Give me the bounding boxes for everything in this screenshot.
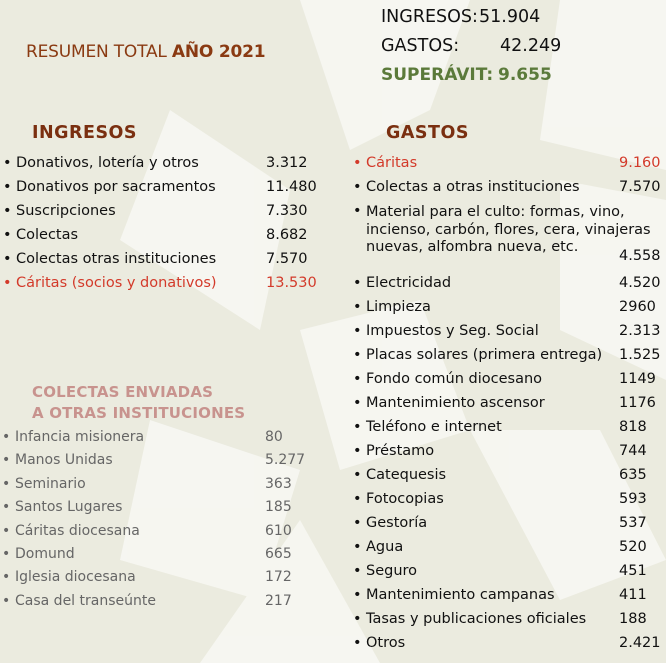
ingresos-list	[3, 155, 323, 299]
list-item: • Gestoría 537	[353, 515, 647, 531]
total-gastos-value: 42.249	[500, 36, 562, 56]
list-item: • Donativos por sacramentos 11.480	[3, 179, 317, 195]
list-item: • Mantenimiento campanas 411	[353, 587, 647, 603]
list-item: • Colectas a otras instituciones 7.570	[353, 179, 661, 195]
total-ingresos: INGRESOS: 51.904	[381, 7, 541, 27]
list-item: • Teléfono e internet 818	[353, 419, 647, 435]
list-item: • Catequesis 635	[353, 467, 647, 483]
list-item: • Seminario 363	[2, 475, 292, 492]
totals-block	[381, 7, 641, 94]
list-item: • Seguro 451	[353, 563, 647, 579]
total-gastos: GASTOS: 42.249	[381, 36, 562, 56]
colectas-list	[2, 429, 312, 616]
list-item: • Otros 2.421	[353, 635, 661, 651]
list-item: • Tasas y publicaciones oficiales 188	[353, 611, 647, 627]
list-item: • Donativos, lotería y otros 3.312	[3, 155, 308, 171]
list-item: • Impuestos y Seg. Social 2.313	[353, 323, 661, 339]
list-item: • Casa del transeúnte 217	[2, 592, 292, 609]
gastos-list	[353, 155, 663, 659]
list-item: • Placas solares (primera entrega) 1.525	[353, 347, 661, 363]
list-item: • Limpieza 2960	[353, 299, 656, 315]
list-item: • Fondo común diocesano 1149	[353, 371, 656, 387]
summary-title: RESUMEN TOTAL AÑO 2021	[26, 42, 266, 62]
list-item: • Agua 520	[353, 539, 647, 555]
list-item: • Manos Unidas 5.277	[2, 452, 306, 469]
list-item: • Cáritas 9.160	[353, 155, 661, 171]
list-item: • Material para el culto: formas, vino, incienso, carbón, flores, cera, vinajeras nuevas, alfombra nueva, etc. 4.558	[353, 203, 661, 264]
list-item: • Fotocopias 593	[353, 491, 647, 507]
list-item: • Cáritas (socios y donativos) 13.530	[3, 275, 317, 291]
ingresos-heading: INGRESOS	[32, 123, 138, 143]
list-item: • Iglesia diocesana 172	[2, 569, 292, 586]
list-item: • Cáritas diocesana 610	[2, 522, 292, 539]
list-item: • Mantenimiento ascensor 1176	[353, 395, 656, 411]
colectas-heading: COLECTAS ENVIADAS A OTRAS INSTITUCIONES	[32, 383, 246, 422]
list-item: • Préstamo 744	[353, 443, 647, 459]
list-item: • Colectas 8.682	[3, 227, 308, 243]
list-item: • Electricidad 4.520	[353, 275, 661, 291]
total-ingresos-value: 51.904	[479, 7, 541, 27]
gastos-heading: GASTOS	[386, 123, 469, 143]
list-item: • Colectas otras instituciones 7.570	[3, 251, 308, 267]
total-superavit-value: 9.655	[498, 65, 552, 85]
list-item: • Santos Lugares 185	[2, 499, 292, 516]
list-item: • Infancia misionera 80	[2, 429, 283, 445]
list-item: • Domund 665	[2, 545, 292, 562]
list-item: • Suscripciones 7.330	[3, 203, 308, 219]
total-superavit: SUPERÁVIT: 9.655	[381, 65, 552, 85]
